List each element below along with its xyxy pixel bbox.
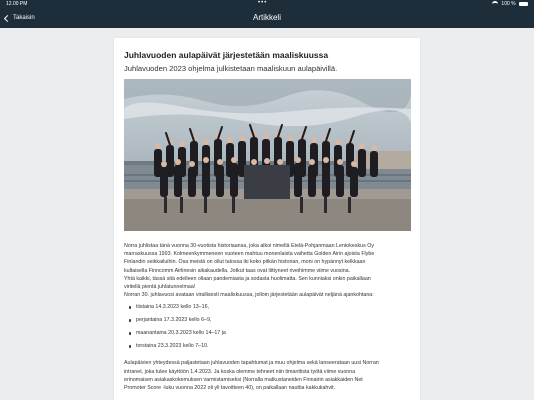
list-item: tiistaina 14.3.2023 kello 13–16,: [124, 303, 414, 316]
text-line: marraskuussa 1993. Kolmeenkymmeneen vuoteen mahtuu monenlaista vaihetta Golden Airin ajoista Flybe: [124, 251, 375, 258]
battery-percent: 100 %: [501, 1, 516, 7]
text-line: intranet, joka tulee käyttöön 1.4.2023. Ja koska olemme tehneet niin timanttista työtä viime vuonna: [124, 368, 356, 375]
group-photo-image: [124, 79, 411, 231]
navigation-bar: [0, 8, 534, 28]
text-line: Yhtä kaikki, tässä sitä edelleen ollaan pandemiasta ja sodasta huolimatta. Sen kunniaksi onkin paikallaan: [124, 275, 371, 282]
text-line: kultaisella Finncomm Airlinesin aikakaudella. Jotkut taas ovat liittyneet riveihimme viime vuosina.: [124, 267, 351, 274]
list-item: perjantaina 17.3.2023 kello 6–9,: [124, 316, 414, 329]
list-item: torstaina 23.3.2023 kello 7–10.: [124, 342, 414, 355]
article-photo: [124, 79, 411, 231]
multitasking-dots-icon[interactable]: •••: [258, 0, 268, 6]
text-line: erinomaisen asiakaskokemuksen varmistamiseksi (Norralla matkustaneiden Finnairin asiakkaiden Net: [124, 376, 363, 383]
text-line: viritellä pientä juhlatunnelmaa!: [124, 284, 196, 291]
page-title: Artikkeli: [252, 13, 281, 22]
outro-paragraph: [124, 359, 414, 392]
wifi-icon: [492, 1, 498, 5]
article-card: [114, 38, 420, 400]
text-line: Norran 30. juhlavuosi avataan virallisesti maaliskuussa, jolloin järjestetään aulapäivät neljänä ajankohtana:: [124, 292, 374, 299]
schedule-list: [124, 303, 414, 355]
text-line: Finlandin seikkailuihin. Osa meistä on ollut talossa iki koko pitkän historian, moni on hypännyt kelkkaan: [124, 259, 366, 266]
text-line: Norra juhlistaa tänä vuonna 30-vuotista historiaansa, joka alkoi nimellä Etelä-Pohjanmaan Lentokeskus Oy: [124, 243, 374, 249]
text-line: Aulapäivien yhteydessä paljastetaan juhlavuoden tapahtumat ja muu ohjelma sekä lanseerataan uusi Norran: [124, 360, 379, 367]
status-time: 12.00 PM: [6, 1, 28, 7]
status-bar: [0, 0, 534, 8]
back-button-label: Takaisin: [13, 15, 35, 21]
battery-icon: [519, 2, 528, 6]
article-headline: Juhlavuoden aulapäivät järjestetään maaliskuussa: [124, 50, 329, 60]
article-body: [124, 242, 414, 392]
article-subheadline: Juhlavuoden 2023 ohjelma julkistetaan maaliskuun aulapäivillä.: [124, 64, 338, 73]
intro-paragraph: [124, 242, 414, 299]
list-item: maanantaina 20.3.2023 kello 14–17 ja: [124, 329, 414, 342]
text-line: Promoter Score -luku vuonna 2022 oli yli tavoitteen 40), on paikallaan nauttia kakkukahvit.: [124, 385, 336, 392]
status-right: [492, 1, 528, 7]
